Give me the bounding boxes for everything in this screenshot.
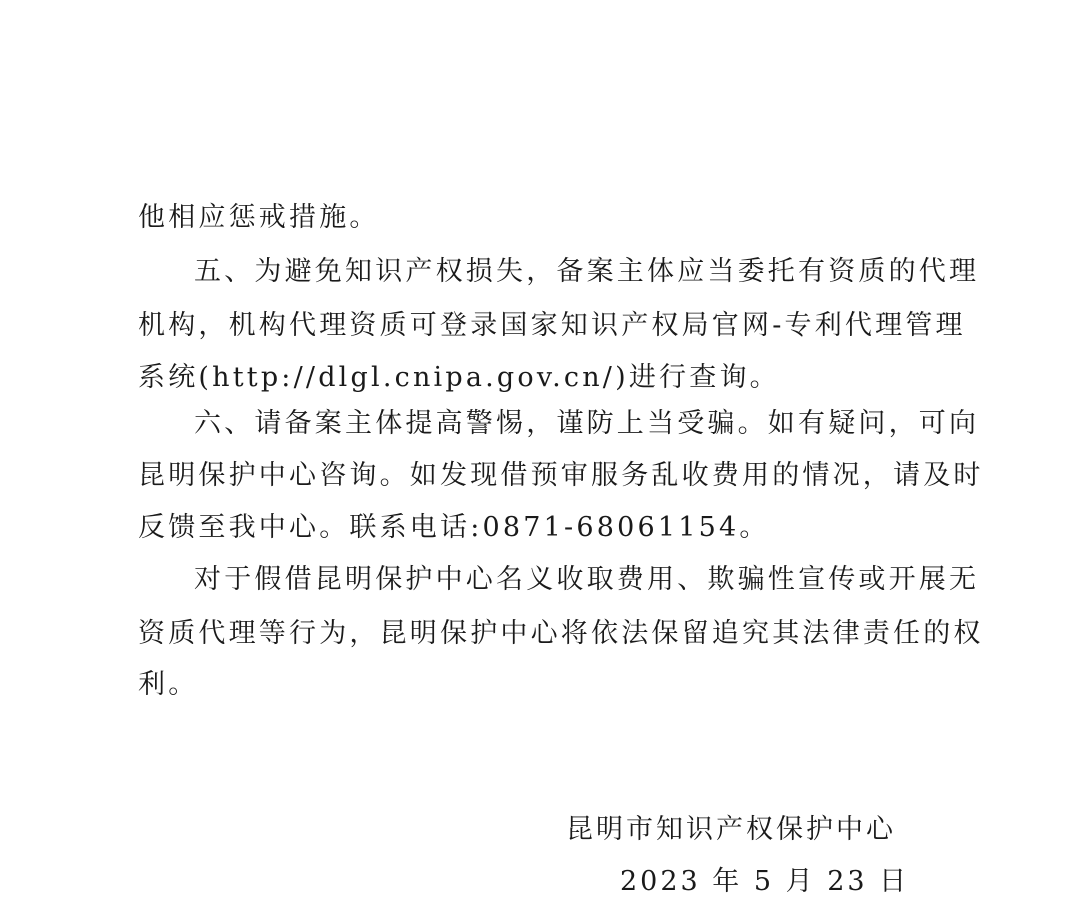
signature-date: 2023 年 5 月 23 日 (620, 866, 910, 897)
paragraph-line: 五、为避免知识产权损失，备案主体应当委托有资质的代理 (194, 256, 980, 287)
paragraph-line: 昆明保护中心咨询。如发现借预审服务乱收费用的情况，请及时 (138, 460, 984, 491)
paragraph-line: 机构，机构代理资质可登录国家知识产权局官网-专利代理管理 (138, 310, 966, 341)
paragraph-line: 反馈至我中心。联系电话:0871-68061154。 (138, 512, 770, 543)
paragraph-line: 对于假借昆明保护中心名义收取费用、欺骗性宣传或开展无 (194, 564, 980, 595)
paragraph-line: 六、请备案主体提高警惕，谨防上当受骗。如有疑问，可向 (194, 408, 980, 439)
signature-organization: 昆明市知识产权保护中心 (566, 814, 896, 845)
paragraph-line: 资质代理等行为，昆明保护中心将依法保留追究其法律责任的权 (138, 618, 984, 649)
paragraph-line: 他相应惩戒措施。 (138, 202, 380, 233)
paragraph-line: 利。 (138, 669, 199, 700)
paragraph-line: 系统(http://dlgl.cnipa.gov.cn/)进行查询。 (138, 362, 780, 393)
